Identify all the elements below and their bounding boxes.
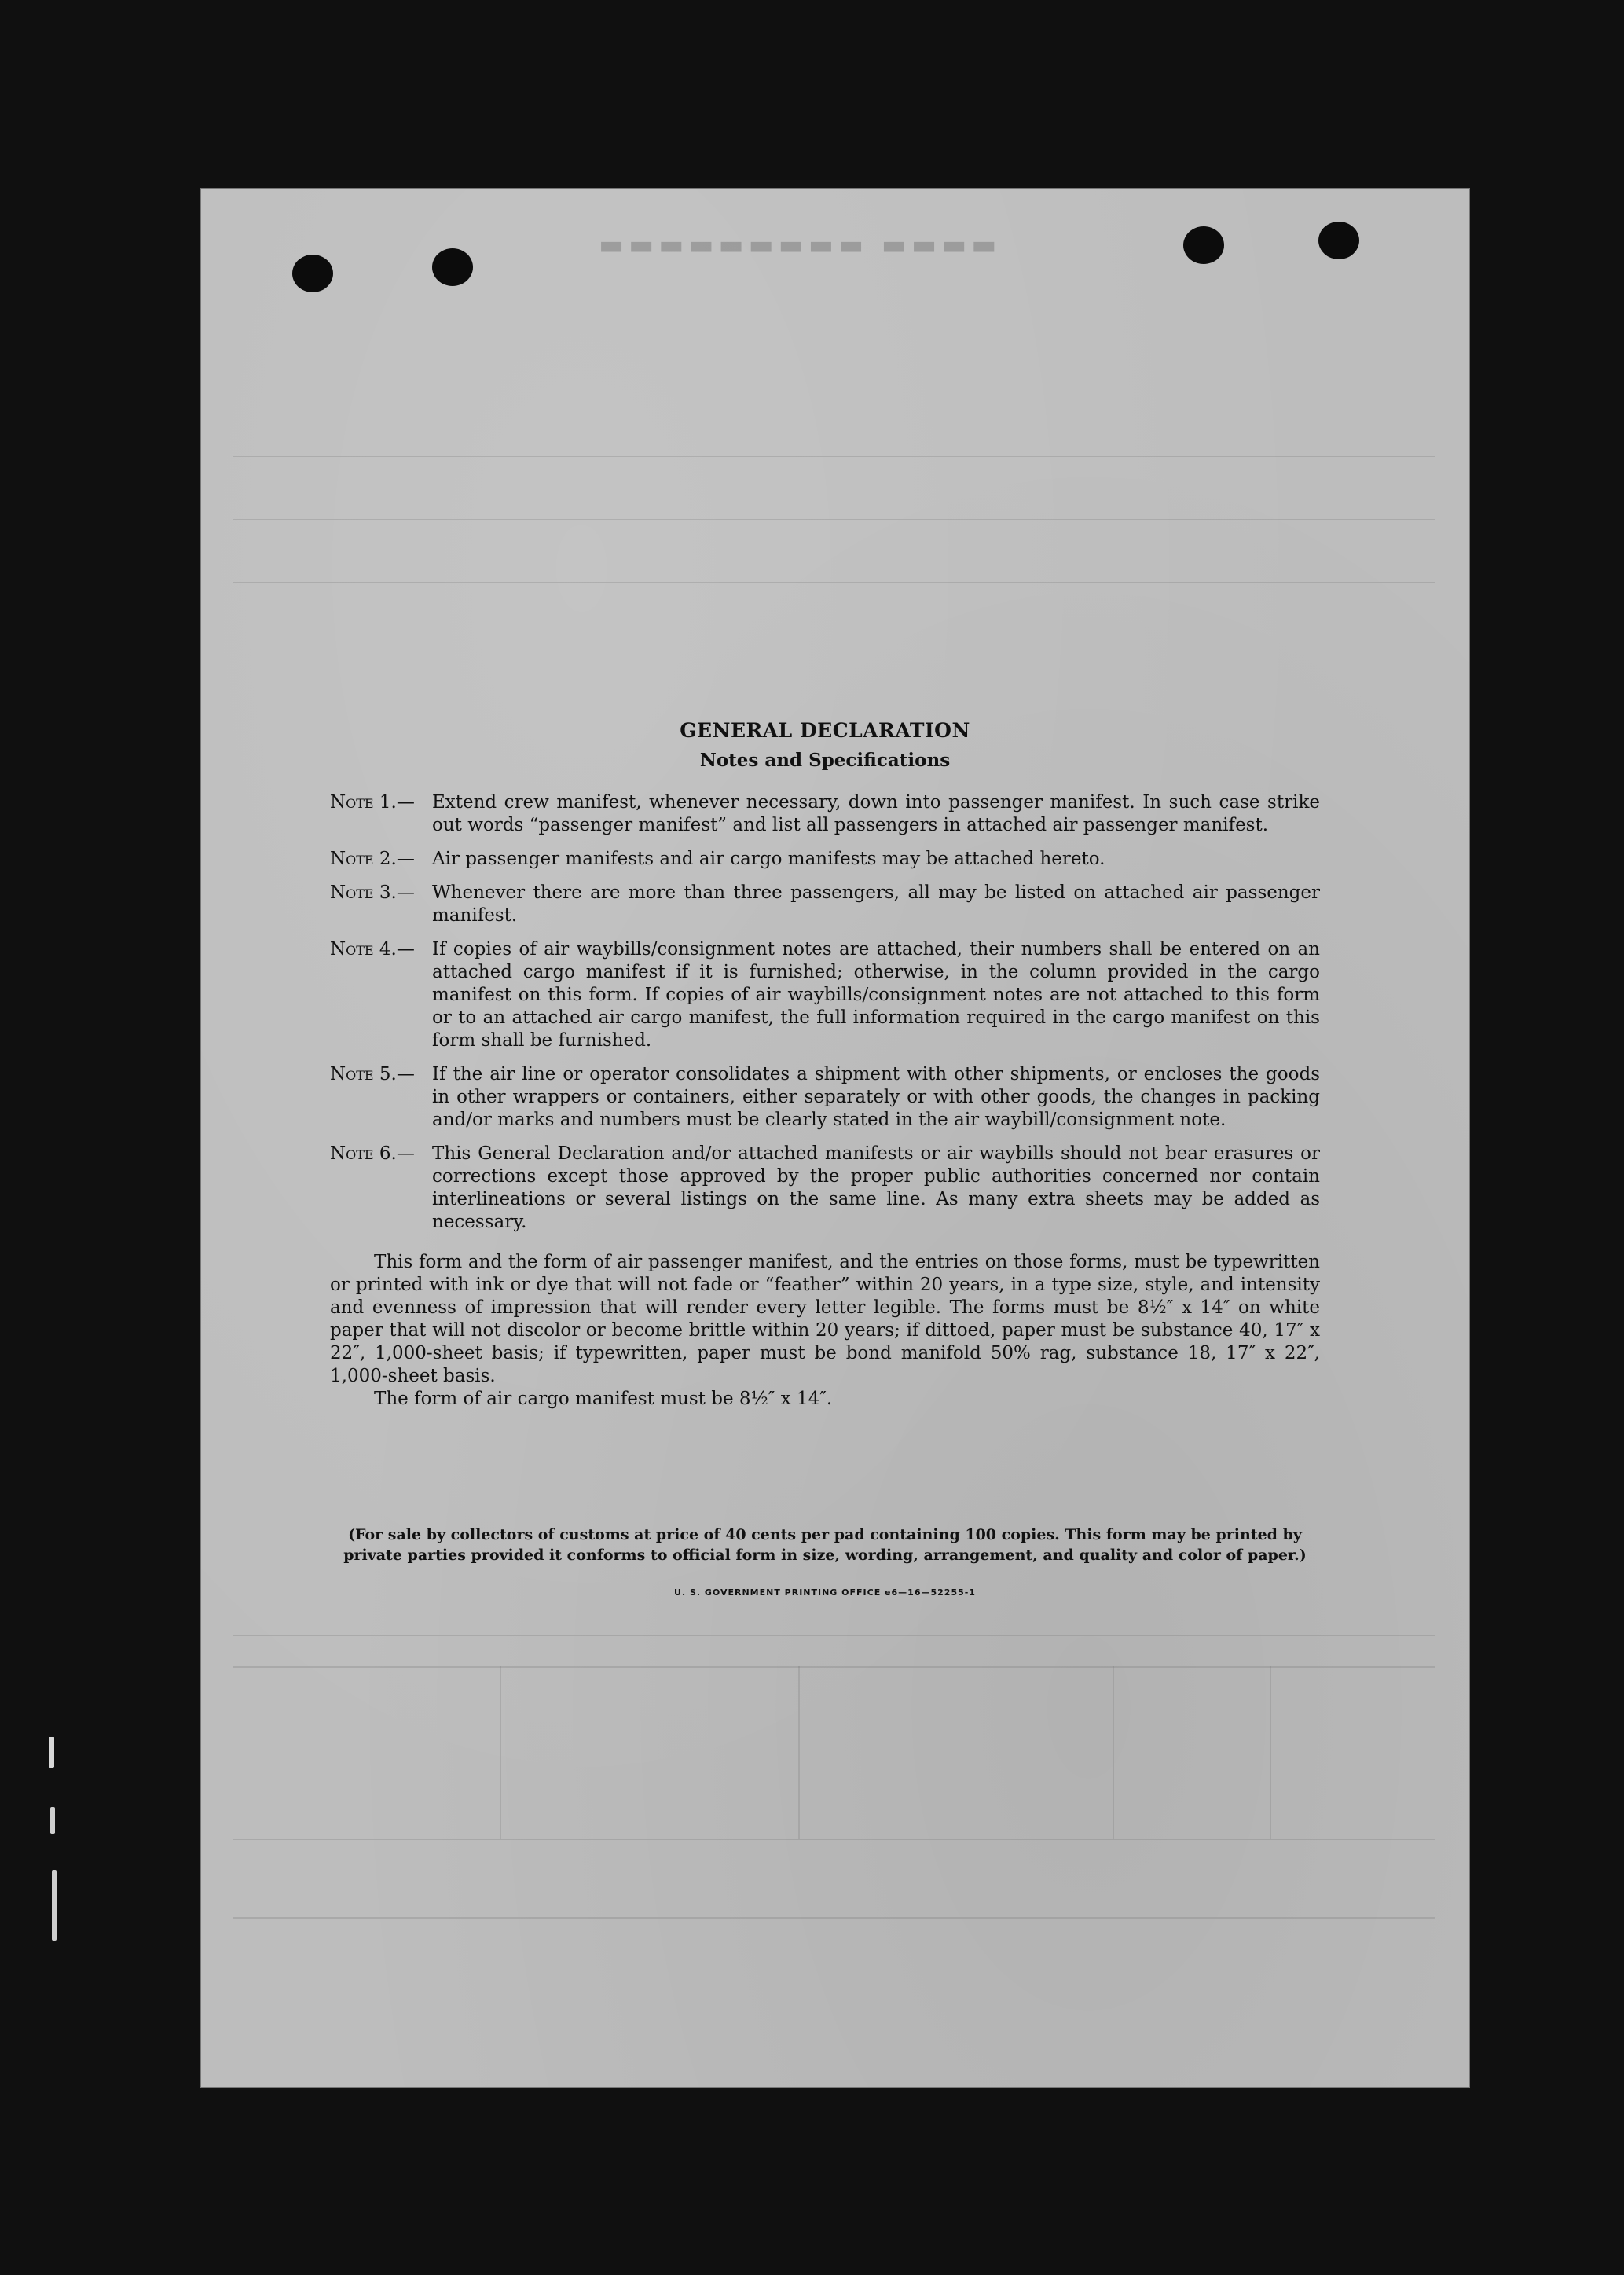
page-subtitle: Notes and Specifications xyxy=(699,750,951,771)
bleed-through-line xyxy=(1270,1666,1271,1839)
sale-notice: (For sale by collectors of customs at price of 40 cents per pad containing 100 copies. This form may be printed by private parties provided it conforms to official form in size, wording, arrangement, and quality and color of paper.) xyxy=(343,1526,1307,1564)
bleed-through-line xyxy=(233,1635,1435,1636)
bleed-through-line xyxy=(500,1666,501,1839)
note-text: If the air line or operator consolidates a shipment with other shipments, or encloses the goods in other wrappers or containers, either separately or with other goods, the changes in packing and/or marks and numbers must be clearly stated in the air waybill/consignment note. xyxy=(432,1064,1320,1130)
specification-paragraph: This form and the form of air passenger manifest, and the entries on those forms, must be typewritten or printed with ink or dye that will not fade or “feather” within 20 years, in a type size, style, and intensity and evenness of impression that will render every letter legible. The forms must be 8½″ x 14″ on white paper that will not discolor or become brittle within 20 years; if dittoed, paper must be substance 40, 17″ x 22″, 1,000-sheet basis; if typewritten, paper must be bond manifold 50% rag, substance 18, 17″ x 22″, 1,000-sheet basis. xyxy=(330,1252,1320,1386)
cargo-form-size-line: The form of air cargo manifest must be 8½″ x 14″. xyxy=(374,1389,833,1409)
punch-hole-4 xyxy=(1318,222,1359,259)
page-title: GENERAL DECLARATION xyxy=(680,719,970,742)
note-2 xyxy=(330,848,1320,871)
note-text: Air passenger manifests and air cargo manifests may be attached hereto. xyxy=(432,849,1105,869)
bleed-through-heading: ▬▬▬▬ ▬▬▬▬▬▬▬▬▬ xyxy=(594,229,997,261)
bleed-through-line xyxy=(798,1666,800,1839)
note-text: Whenever there are more than three passengers, all may be listed on attached air passenger manifest. xyxy=(432,882,1320,926)
note-label: Note 5.— xyxy=(330,1064,415,1084)
note-label: Note 2.— xyxy=(330,849,415,869)
bleed-through-line xyxy=(1113,1666,1114,1839)
bleed-through-line xyxy=(233,1666,1435,1668)
printer-imprint: U. S. GOVERNMENT PRINTING OFFICE e6—16—52255-1 xyxy=(674,1587,976,1598)
margin-mark xyxy=(52,1870,57,1941)
note-4 xyxy=(330,938,1320,1052)
note-text: If copies of air waybills/consignment notes are attached, their numbers shall be entered on an attached cargo manifest if it is furnished; otherwise, in the column provided in the cargo manifest on this form. If copies of air waybills/consignment notes are not attached to this form or to an attached air cargo manifest, the full information required in the cargo manifest on this form shall be furnished. xyxy=(432,939,1320,1051)
note-label: Note 1.— xyxy=(330,792,415,813)
note-text: Extend crew manifest, whenever necessary, down into passenger manifest. In such case strike out words “passenger manifest” and list all passengers in attached air passenger manifest. xyxy=(432,792,1320,835)
note-label: Note 4.— xyxy=(330,939,415,960)
bleed-through-line xyxy=(233,519,1435,520)
punch-hole-2 xyxy=(432,248,473,286)
note-label: Note 6.— xyxy=(330,1143,415,1164)
note-5 xyxy=(330,1063,1320,1132)
punch-hole-1 xyxy=(292,255,333,292)
note-6 xyxy=(330,1143,1320,1234)
note-text: This General Declaration and/or attached manifests or air waybills should not bear erasures or corrections except those approved by the proper public authorities concerned nor contain interlineations or several listings on the same line. As many extra sheets may be added as necessary. xyxy=(432,1143,1320,1232)
note-3 xyxy=(330,882,1320,927)
punch-hole-3 xyxy=(1183,226,1224,264)
margin-mark xyxy=(50,1807,55,1834)
bleed-through-line xyxy=(233,456,1435,457)
note-label: Note 3.— xyxy=(330,882,415,903)
bleed-through-line xyxy=(233,1917,1435,1919)
margin-mark xyxy=(49,1737,54,1768)
bleed-through-line xyxy=(233,582,1435,583)
note-1 xyxy=(330,791,1320,837)
notes-section xyxy=(330,719,1320,1411)
margin-mark xyxy=(49,1690,53,1712)
bleed-through-line xyxy=(233,1839,1435,1840)
